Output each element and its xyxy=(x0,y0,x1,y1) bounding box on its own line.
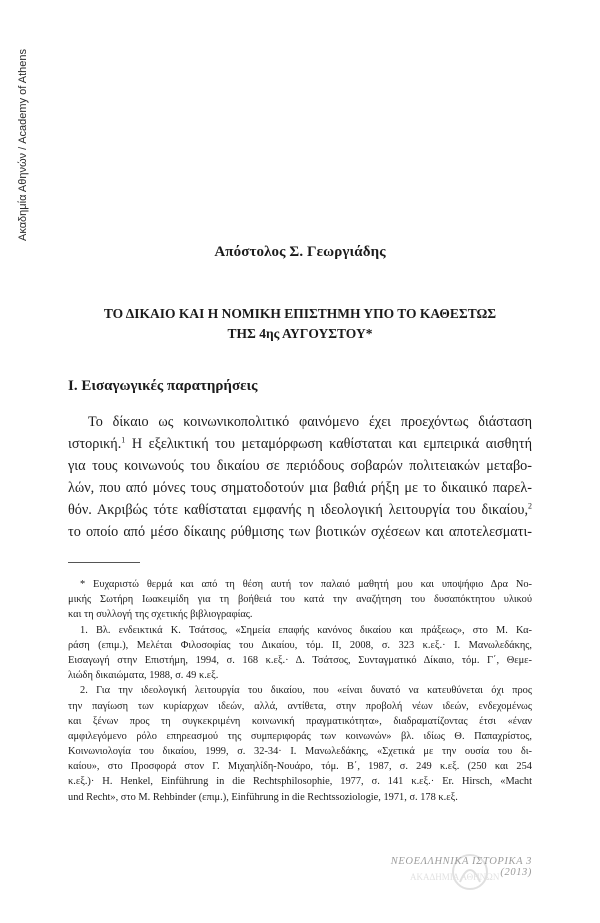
footnote-line: κ.εξ.)· H. Henkel, Einführung in die Rechtsphilosophie, 1977, σ. 141 κ.εξ.· Er. Hirsch, «Macht xyxy=(68,776,532,788)
footnote-line: την παγίωση των κυρίαρχων ιδεών, αλλά, αντίθετα, στην προβολή νέων ιδεών, ενδεχομένως xyxy=(68,700,532,712)
footnote-line: λιώδη δικαιώματα, 1988, σ. 49 κ.εξ. xyxy=(68,670,219,682)
body-line: θόν. Ακριβώς τότε καθίσταται εμφανής η ιδεολογική λειτουργία του δικαίου,$^2$ xyxy=(68,501,532,518)
body-line: ιστορική.$^1$ Η εξελικτική του μεταμόρφωση καθίσταται και εμπειρικά αισθητή xyxy=(68,435,532,452)
article-title xyxy=(0,304,600,344)
footnote-line: 2. Για την ιδεολογική λειτουργία του δικαίου, που «είναι δυνατό να κατευθύνεται όχι προς xyxy=(80,685,532,697)
footnote-line: und Recht», στο M. Rehbinder (επιμ.), Einführung in die Rechtssoziologie, 1971, σ. 178 κ.εξ. xyxy=(68,791,458,803)
footnote-divider xyxy=(68,562,140,563)
journal-footer: ΝΕΟΕΛΛΗΝΙΚΑ ΙΣΤΟΡΙΚΑ 3 (2013) xyxy=(390,856,532,878)
section-heading: Ι. Εισαγωγικές παρατηρήσεις xyxy=(68,378,258,394)
footnotes xyxy=(68,577,532,805)
svg-text:ΑΚΑΔΗΜΙΑ ΑΘΗΝΩΝ: ΑΚΑΔΗΜΙΑ ΑΘΗΝΩΝ xyxy=(410,872,500,882)
body-line: το οποίο από μέσο δίκαιης ρύθμισης των βιοτικών σχέσεων και αποτελεσματι- xyxy=(68,524,532,540)
side-label: Ακαδημία Αθηνών / Academy of Athens xyxy=(17,48,29,241)
body-line: για τους κοινωνούς του δικαίου σε περιόδους σοβαρών πολιτειακών μεταβο- xyxy=(68,458,532,474)
body-paragraph xyxy=(68,411,532,543)
footnote-line: Εισαγωγή στην Επιστήμη, 1994, σ. 168 κ.εξ.· Δ. Τσάτσος, Συνταγματικό Δίκαιο, τόμ. Γ΄, Θεμε- xyxy=(68,654,532,666)
footnote-line: και τη συλλογή της σχετικής βιβλιογραφίας. xyxy=(68,609,253,621)
footnote-line: * Ευχαριστώ θερμά και από τη θέση αυτή τον παλαιό μαθητή μου και υποψήφιο Δρα Νο- xyxy=(80,579,532,590)
author-name: Απόστολος Σ. Γεωργιάδης xyxy=(214,244,386,260)
title-line-2: ΤΗΣ 4ης ΑΥΓΟΥΣΤΟΥ* xyxy=(227,326,373,341)
footnote-line: μικής Σωτήρη Ιωακειμίδη για τη βοήθειά του κατά την αναζήτηση του δυσαπόκτητου υλικού xyxy=(68,594,532,606)
footnote-line: καίου», στο Προσφορά στον Γ. Μιχαηλίδη-Νουάρο, τόμ. Β΄, 1987, σ. 249 κ.εξ. (250 και 254 xyxy=(68,761,532,773)
footnote-line: και ξένων προς τη συγκεκριμένη κοινωνική πραγματικότητα», διαδραματίζοντας έτσι «έναν xyxy=(68,715,532,727)
footnote-ref-1[interactable]: 1 xyxy=(121,435,126,445)
footnote-ref-2[interactable]: 2 xyxy=(528,501,532,511)
title-line-1: ΤΟ ΔΙΚΑΙΟ ΚΑΙ Η ΝΟΜΙΚΗ ΕΠΙΣΤΗΜΗ ΥΠΟ ΤΟ ΚΑΘΕΣΤΩΣ xyxy=(103,306,497,321)
body-line: λών, που από μόνες τους σηματοδοτούν μια βαθιά ρήξη με το δικαιικό παρελ- xyxy=(68,480,532,496)
body-line: Το δίκαιο ως κοινωνικοπολιτικό φαινόμενο έχει προεχόντως διάσταση xyxy=(88,414,532,430)
footnote-line: Κοινωνιολογία του δικαίου, 1999, σ. 32-34· Ι. Μανωλεδάκης, «Σχετικά με την ουσία του δι- xyxy=(68,746,532,758)
footnote-line: ράση (επιμ.), Μελέται Φιλοσοφίας του Δικαίου, τόμ. II, 2008, σ. 323 κ.εξ.· Ι. Μανωλεδάκης, xyxy=(68,639,532,651)
footnote-line: 1. Βλ. ενδεικτικά Κ. Τσάτσος, «Σημεία επαφής κανόνος δικαίου και πράξεως», στο Μ. Κα- xyxy=(80,624,532,636)
footnote-line: αμφιλεγόμενο ρόλο επηρεασμού της συμπεριφοράς των κοινωνών» βλ. ιδίως Θ. Παπαχρίστος, xyxy=(68,730,532,742)
